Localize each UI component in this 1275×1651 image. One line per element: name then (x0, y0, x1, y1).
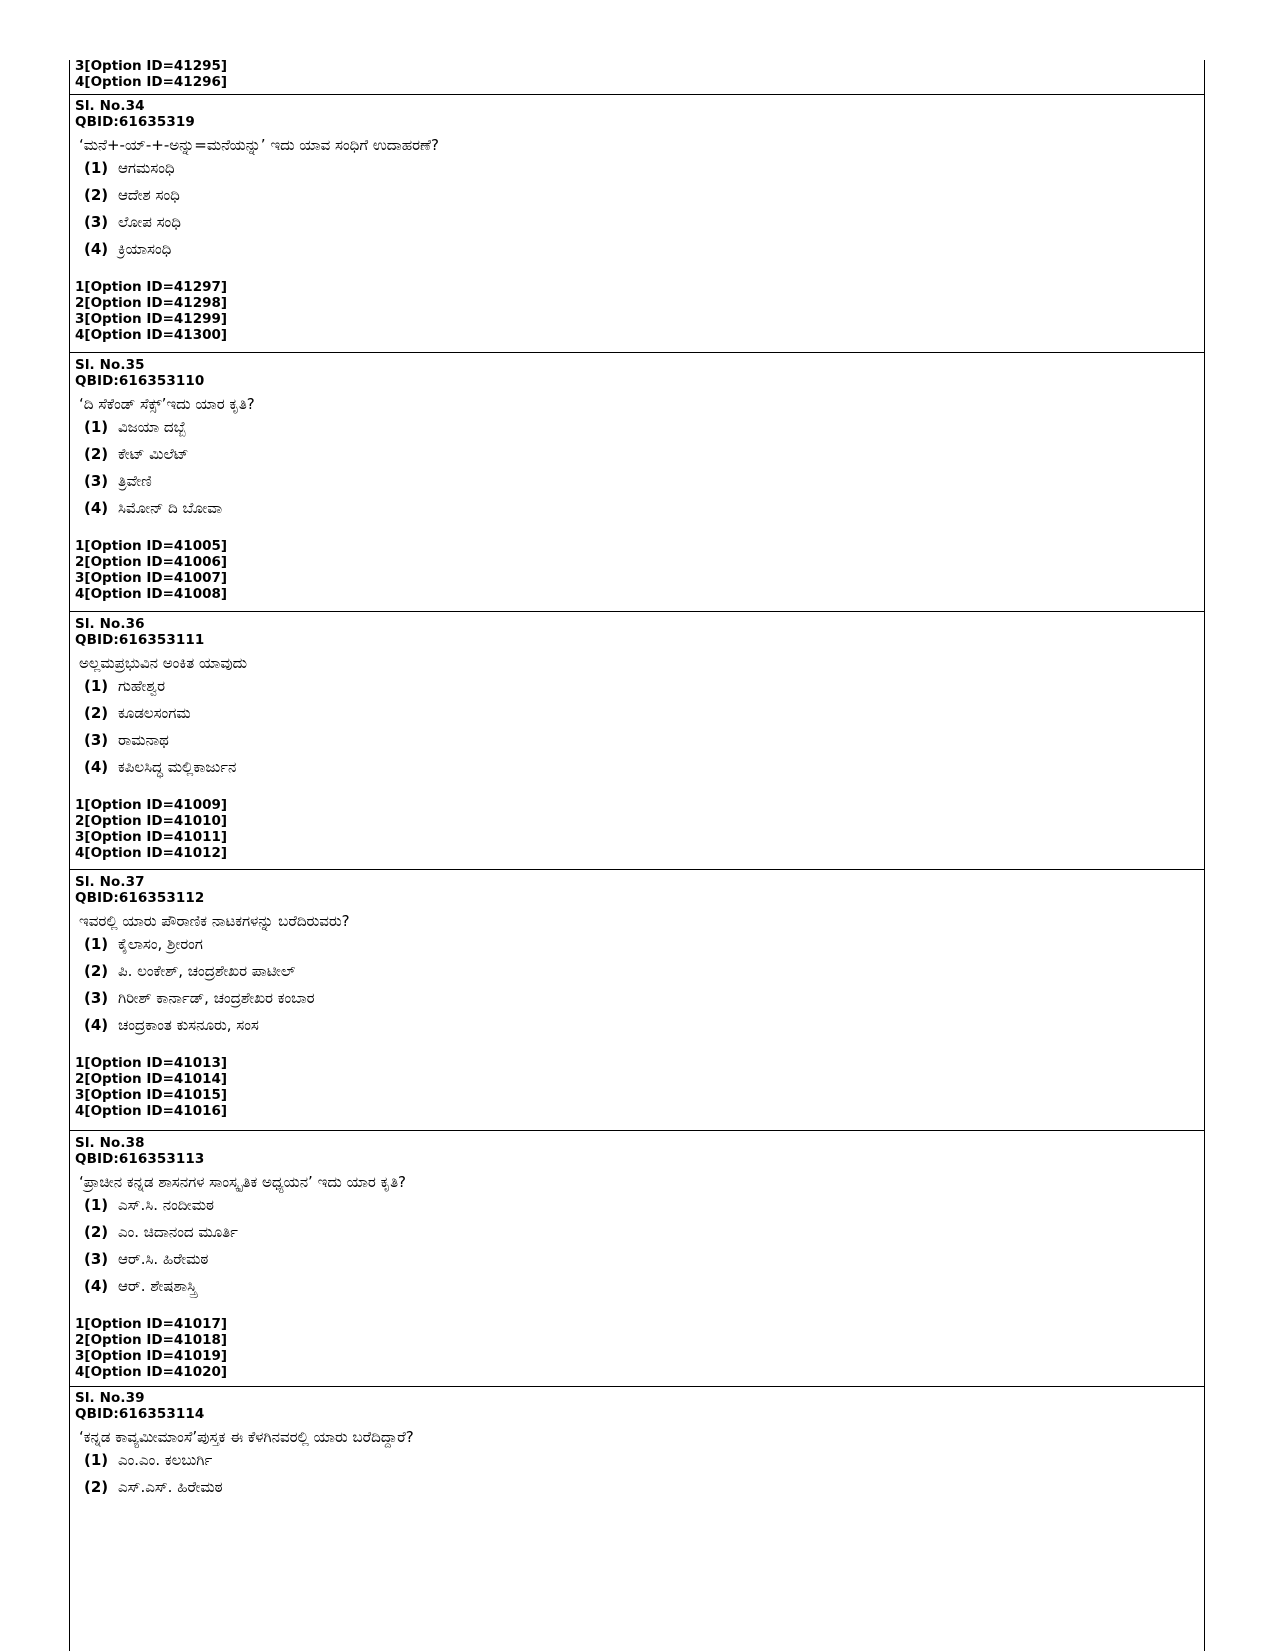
option-1: (1) ಗುಹೇಶ್ವರ (84, 677, 166, 695)
option-id: 1[Option ID=41017] (75, 1316, 228, 1332)
option-1: (1) ಎಸ್.ಸಿ. ನಂದೀಮಠ (84, 1196, 214, 1214)
serial-number: Sl. No.39 (75, 1390, 145, 1406)
option-3: (3) ತ್ರಿವೇಣಿ (84, 472, 152, 490)
option-id: 2[Option ID=41010] (75, 813, 228, 829)
qbid: QBID:616353112 (75, 890, 205, 906)
option-2: (2) ಕೇಟ್ ಮಿಲೆಟ್ (84, 445, 189, 463)
option-3: (3) ರಾಮನಾಥ (84, 731, 169, 749)
question-text: ‘ಪ್ರಾಚೀನ ಕನ್ನಡ ಶಾಸನಗಳ ಸಾಂಸ್ಕೃತಿಕ ಅಧ್ಯಯನ’ ಇದು ಯಾರ ಕೃತಿ? (79, 1173, 407, 1191)
question-text: ‘ಮನೆ+-ಯ್-+-ಅನ್ನು=ಮನೆಯನ್ನು’ ಇದು ಯಾವ ಸಂಧಿಗೆ ಉದಾಹರಣೆ? (79, 136, 439, 154)
prev-question-option-ids (69, 58, 1205, 90)
question-text: ‘ದಿ ಸೆಕೆಂಡ್ ಸೆಕ್ಸ್’ಇದು ಯಾರ ಕೃತಿ? (79, 395, 255, 413)
option-id-list (75, 279, 1205, 343)
option-id: 1[Option ID=41009] (75, 797, 228, 813)
option-id: 1[Option ID=41013] (75, 1055, 228, 1071)
option-id: 4[Option ID=41016] (75, 1103, 228, 1119)
option-id: 4[Option ID=41020] (75, 1364, 228, 1380)
option-2: (2) ಎಸ್.ಎಸ್. ಹಿರೇಮಠ (84, 1478, 223, 1496)
option-id: 4[Option ID=41008] (75, 586, 228, 602)
option-id: 2[Option ID=41298] (75, 295, 228, 311)
question-block-34 (69, 98, 1205, 343)
option-1: (1) ವಿಜಯಾ ದಬ್ಬೆ (84, 418, 187, 436)
option-id-list (75, 538, 1205, 602)
serial-number: Sl. No.34 (75, 98, 145, 114)
option-id: 3[Option ID=41295] (75, 58, 228, 74)
question-text: ‘ಕನ್ನಡ ಕಾವ್ಯಮೀಮಾಂಸೆ’ಪುಸ್ತಕ ಈ ಕೆಳಗಿನವರಲ್ಲಿ ಯಾರು ಬರೆದಿದ್ದಾರೆ? (79, 1428, 414, 1446)
option-4: (4) ಕಪಿಲಸಿದ್ಧ ಮಲ್ಲಿಕಾರ್ಜುನ (84, 758, 237, 776)
option-id: 3[Option ID=41015] (75, 1087, 228, 1103)
qbid: QBID:616353113 (75, 1151, 205, 1167)
question-block-39 (69, 1390, 1205, 1505)
option-id: 4[Option ID=41012] (75, 845, 228, 861)
option-id-list (75, 1055, 1205, 1119)
option-id-list (75, 1316, 1205, 1380)
question-block-37 (69, 874, 1205, 1119)
option-id: 1[Option ID=41297] (75, 279, 228, 295)
option-id-list (75, 797, 1205, 861)
question-text: ಇವರಲ್ಲಿ ಯಾರು ಪೌರಾಣಿಕ ನಾಟಕಗಳನ್ನು ಬರೆದಿರುವರು? (79, 912, 350, 930)
question-block-35 (69, 357, 1205, 602)
option-2: (2) ಪಿ. ಲಂಕೇಶ್, ಚಂದ್ರಶೇಖರ ಪಾಟೀಲ್ (84, 962, 296, 980)
option-4: (4) ಆರ್. ಶೇಷಶಾಸ್ತ್ರಿ (84, 1277, 197, 1295)
option-id: 3[Option ID=41299] (75, 311, 228, 327)
option-id: 3[Option ID=41011] (75, 829, 228, 845)
option-1: (1) ಕೈಲಾಸಂ, ಶ್ರೀರಂಗ (84, 935, 203, 953)
qbid: QBID:616353111 (75, 632, 205, 648)
option-2: (2) ಆದೇಶ ಸಂಧಿ (84, 186, 180, 204)
qbid: QBID:616353114 (75, 1406, 205, 1422)
serial-number: Sl. No.37 (75, 874, 145, 890)
option-id: 1[Option ID=41005] (75, 538, 228, 554)
row-divider (69, 611, 1205, 612)
option-id: 4[Option ID=41300] (75, 327, 228, 343)
option-id: 2[Option ID=41006] (75, 554, 228, 570)
option-id: 3[Option ID=41007] (75, 570, 228, 586)
option-2: (2) ಎಂ. ಚಿದಾನಂದ ಮೂರ್ತಿ (84, 1223, 238, 1241)
row-divider (69, 94, 1205, 95)
question-block-36 (69, 616, 1205, 861)
serial-number: Sl. No.38 (75, 1135, 145, 1151)
row-divider (69, 352, 1205, 353)
row-divider (69, 1130, 1205, 1131)
row-divider (69, 1386, 1205, 1387)
option-1: (1) ಎಂ.ಎಂ. ಕಲಬುರ್ಗಿ (84, 1451, 213, 1469)
option-id: 3[Option ID=41019] (75, 1348, 228, 1364)
question-block-38 (69, 1135, 1205, 1380)
option-3: (3) ಗಿರೀಶ್ ಕಾರ್ನಾಡ್, ಚಂದ್ರಶೇಖರ ಕಂಬಾರ (84, 989, 315, 1007)
option-4: (4) ಸಿಮೋನ್ ದಿ ಬೋವಾ (84, 499, 223, 517)
option-3: (3) ಆರ್.ಸಿ. ಹಿರೇಮಠ (84, 1250, 209, 1268)
serial-number: Sl. No.35 (75, 357, 145, 373)
option-id: 4[Option ID=41296] (75, 74, 228, 90)
row-divider (69, 869, 1205, 870)
option-2: (2) ಕೂಡಲಸಂಗಮ (84, 704, 191, 722)
option-id: 2[Option ID=41014] (75, 1071, 228, 1087)
serial-number: Sl. No.36 (75, 616, 145, 632)
option-4: (4) ಕ್ರಿಯಾಸಂಧಿ (84, 240, 172, 258)
option-1: (1) ಆಗಮಸಂಧಿ (84, 159, 175, 177)
question-text: ಅಲ್ಲಮಪ್ರಭುವಿನ ಅಂಕಿತ ಯಾವುದು (79, 654, 248, 672)
qbid: QBID:61635319 (75, 114, 195, 130)
option-id: 2[Option ID=41018] (75, 1332, 228, 1348)
option-4: (4) ಚಂದ್ರಕಾಂತ ಕುಸನೂರು, ಸಂಸ (84, 1016, 259, 1034)
option-3: (3) ಲೋಪ ಸಂಧಿ (84, 213, 181, 231)
qbid: QBID:616353110 (75, 373, 205, 389)
